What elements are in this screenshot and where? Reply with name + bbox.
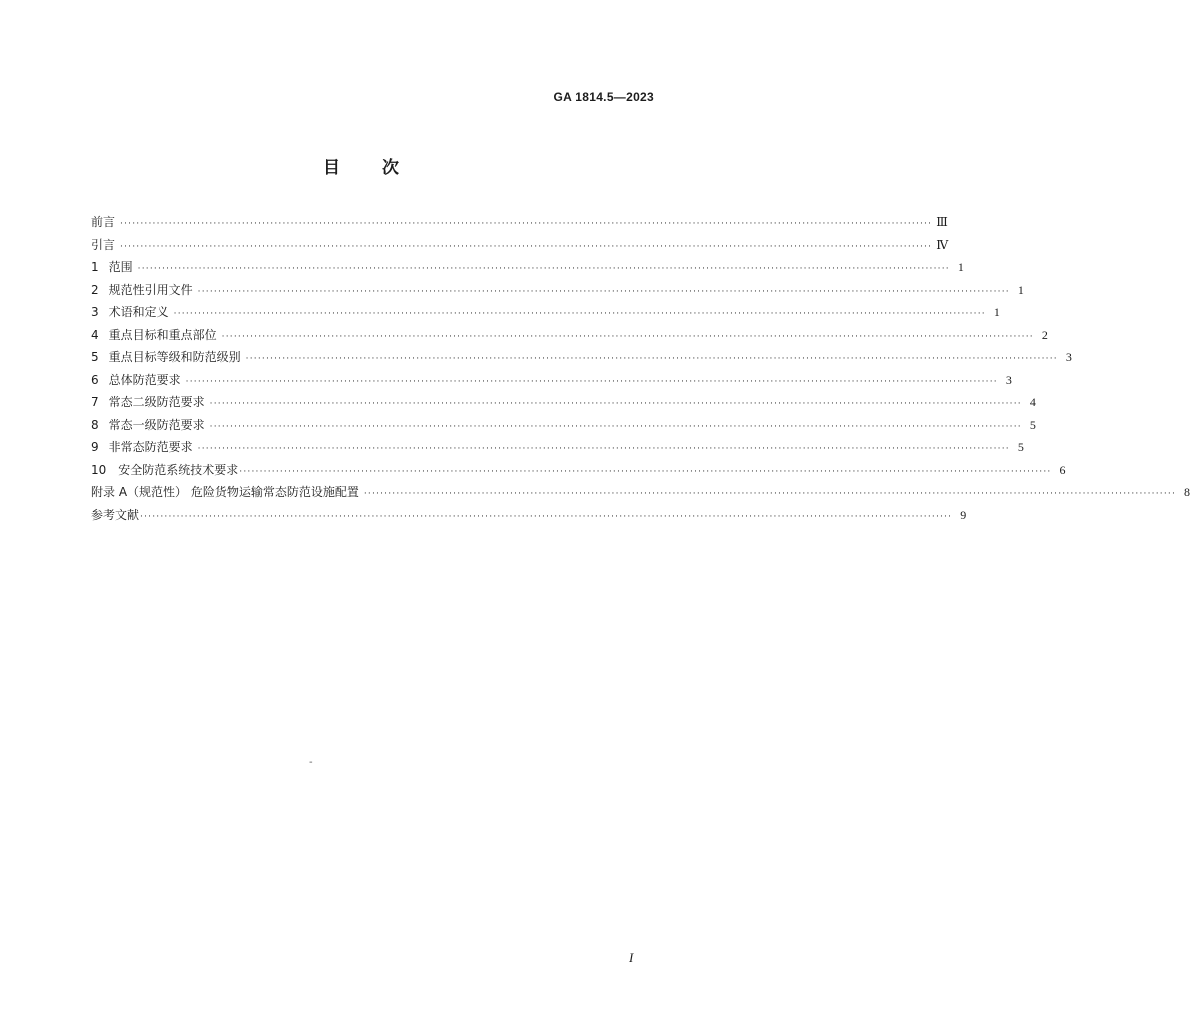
toc-leader-dots: ········································································································································································································ bbox=[209, 399, 1022, 409]
toc-entry-number: 1 bbox=[91, 260, 99, 274]
page-number: I bbox=[629, 950, 634, 965]
toc-entry-text: 安全防范系统技术要求 bbox=[118, 462, 239, 477]
toc-leader-dots: ········································································································································································································ bbox=[197, 444, 1010, 454]
toc-entry-page: 5 bbox=[1017, 440, 1024, 454]
toc-entry-label: 前言 bbox=[91, 215, 116, 229]
toc-entry-text: 常态一级防范要求 bbox=[108, 417, 205, 432]
toc-entry-label bbox=[91, 436, 193, 459]
toc-entry-introduction[interactable] bbox=[91, 234, 949, 257]
toc-leader-dots: ········································································································································································································ bbox=[120, 219, 933, 229]
toc-leader-dots: ········································································································································································································ bbox=[209, 421, 1022, 432]
toc-title-char-1: 目 bbox=[323, 158, 342, 178]
toc-entry-number: 9 bbox=[91, 440, 99, 454]
toc-entry-page: 1 bbox=[1017, 282, 1024, 297]
toc-entry-number: 2 bbox=[91, 282, 99, 297]
toc-entry-label bbox=[91, 369, 181, 392]
toc-entry-label bbox=[91, 324, 217, 347]
toc-entry-page: 8 bbox=[1184, 485, 1190, 499]
toc-entry-10[interactable] bbox=[91, 459, 1066, 482]
toc-title-char-2: 次 bbox=[382, 158, 401, 178]
toc-entry-text: 重点目标等级和防范级别 bbox=[108, 350, 241, 364]
toc-entry-7[interactable] bbox=[91, 391, 1036, 414]
toc-entry-label bbox=[91, 256, 133, 279]
toc-entry-label bbox=[91, 459, 238, 482]
toc-entry-number: 3 bbox=[91, 305, 99, 319]
toc-entry-page: Ⅲ bbox=[936, 215, 948, 229]
toc-leader-dots: ········································································································································································································ bbox=[120, 241, 933, 252]
toc-entry-page: 9 bbox=[960, 507, 967, 522]
table-of-contents bbox=[91, 211, 1190, 526]
toc-entry-2[interactable] bbox=[91, 279, 1024, 302]
document-code: GA 1814.5—2023 bbox=[553, 90, 654, 104]
toc-entry-label: 参考文献 bbox=[91, 507, 140, 522]
toc-leader-dots: ········································································································································································································ bbox=[245, 354, 1058, 364]
toc-entry-label bbox=[91, 346, 241, 369]
toc-entry-5[interactable] bbox=[91, 346, 1072, 369]
toc-title bbox=[0, 153, 724, 178]
toc-entry-text: 非常态防范要求 bbox=[108, 440, 193, 454]
toc-leader-dots: ········································································································································································································ bbox=[185, 376, 998, 387]
toc-entry-page: 5 bbox=[1029, 417, 1036, 432]
toc-entry-page: Ⅳ bbox=[936, 237, 949, 252]
toc-leader-dots: ········································································································································································································ bbox=[140, 511, 953, 522]
toc-entry-text: 范围 bbox=[108, 260, 133, 274]
toc-entry-label bbox=[91, 391, 205, 414]
toc-leader-dots: ········································································································································································································ bbox=[173, 309, 986, 319]
toc-entry-label: 附录 A（规范性） 危险货物运输常态防范设施配置 bbox=[91, 485, 359, 499]
toc-entry-6[interactable] bbox=[91, 369, 1012, 392]
toc-entry-number: 6 bbox=[91, 372, 99, 387]
toc-entry-number: 5 bbox=[91, 350, 99, 364]
toc-entry-page: 1 bbox=[993, 305, 1000, 319]
toc-entry-number: 10 bbox=[91, 462, 107, 477]
toc-entry-8[interactable] bbox=[91, 414, 1036, 437]
toc-entry-bibliography[interactable] bbox=[91, 504, 967, 527]
toc-entry-number: 4 bbox=[91, 327, 99, 342]
toc-entry-label bbox=[91, 301, 169, 324]
toc-entry-page: 2 bbox=[1041, 327, 1048, 342]
toc-entry-3[interactable] bbox=[91, 301, 1000, 324]
toc-entry-9[interactable] bbox=[91, 436, 1024, 459]
toc-leader-dots: ········································································································································································································ bbox=[197, 286, 1010, 297]
stray-dash-mark: - bbox=[309, 757, 313, 768]
toc-entry-page: 1 bbox=[957, 260, 964, 274]
toc-entry-number: 7 bbox=[91, 395, 99, 409]
toc-entry-label bbox=[91, 279, 193, 302]
toc-entry-label: 引言 bbox=[91, 237, 116, 252]
toc-entry-page: 3 bbox=[1005, 372, 1012, 387]
toc-entry-number: 8 bbox=[91, 417, 99, 432]
toc-entry-label bbox=[91, 414, 205, 437]
toc-entry-foreword[interactable] bbox=[91, 211, 948, 234]
toc-entry-1[interactable] bbox=[91, 256, 964, 279]
toc-leader-dots: ········································································································································································································ bbox=[221, 331, 1034, 342]
toc-entry-page: 3 bbox=[1065, 350, 1072, 364]
toc-entry-text: 常态二级防范要求 bbox=[108, 395, 205, 409]
toc-entry-text: 重点目标和重点部位 bbox=[108, 327, 217, 342]
toc-leader-dots: ········································································································································································································ bbox=[137, 264, 950, 274]
toc-entry-text: 总体防范要求 bbox=[108, 372, 181, 387]
toc-entry-page: 6 bbox=[1059, 462, 1066, 477]
toc-entry-text: 术语和定义 bbox=[108, 305, 169, 319]
toc-entry-4[interactable] bbox=[91, 324, 1048, 347]
toc-leader-dots: ········································································································································································································ bbox=[239, 466, 1052, 477]
toc-entry-appendix-a[interactable] bbox=[91, 481, 1190, 504]
toc-leader-dots: ········································································································································································································ bbox=[363, 489, 1177, 499]
toc-entry-page: 4 bbox=[1029, 395, 1036, 409]
toc-entry-text: 规范性引用文件 bbox=[108, 282, 193, 297]
